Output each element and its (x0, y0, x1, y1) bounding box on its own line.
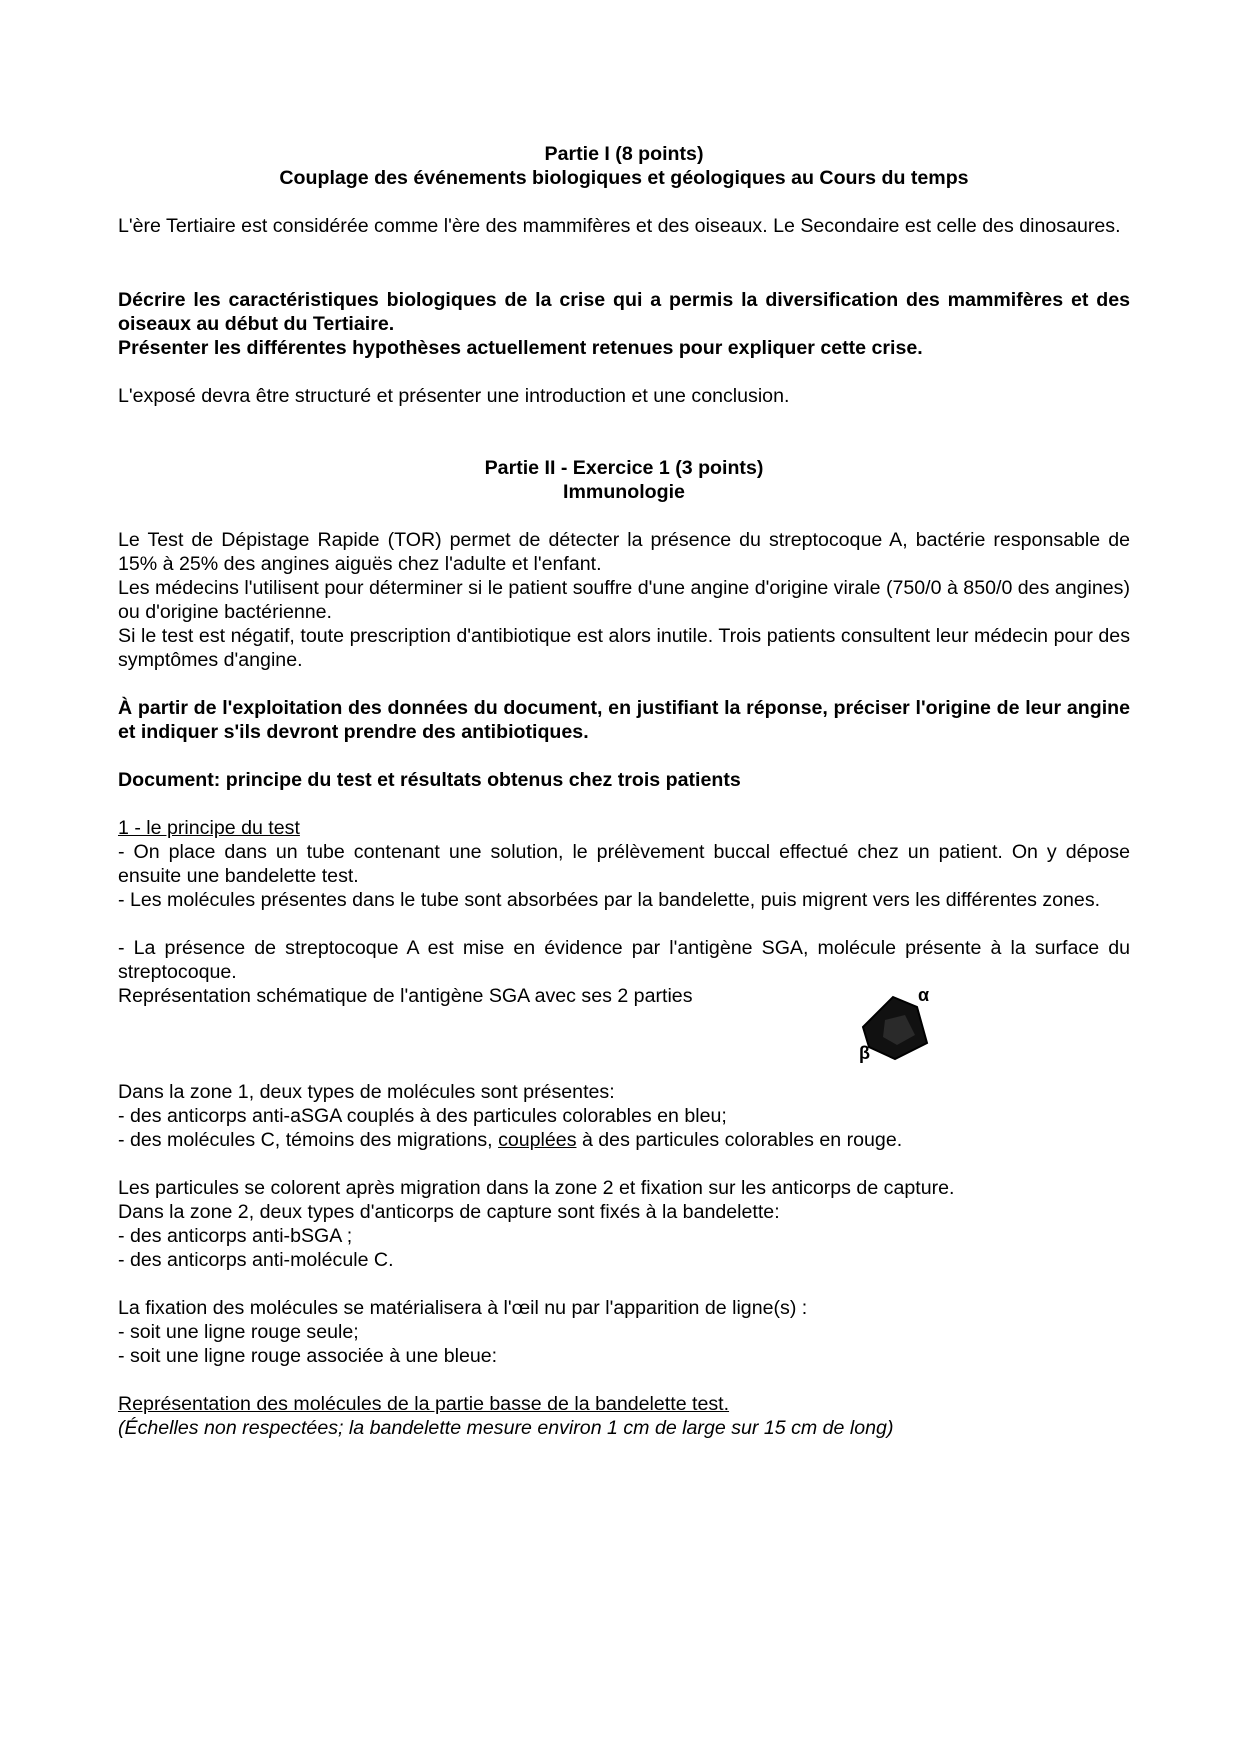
section-1-title-row (118, 816, 1130, 840)
strip-caption-block (118, 1392, 1130, 1440)
part2-para-1: Le Test de Dépistage Rapide (TOR) permet de détecter la présence du streptocoque A, bactérie responsable de 15% à 25% des angines aiguës chez l'adulte et l'enfant. (118, 529, 1130, 575)
zone1-block (118, 1080, 1130, 1152)
strip-caption-row (118, 1392, 1130, 1416)
part1-heading: Partie I (8 points) (544, 143, 704, 165)
part1-intro: L'ère Tertiaire est considérée comme l'ère des mammifères et des oiseaux. Le Secondaire est celle des dinosaures. (118, 215, 1121, 237)
fixation-intro: La fixation des molécules se matérialisera à l'œil nu par l'apparition de ligne(s) : (118, 1297, 808, 1319)
zone2-item-1: - des anticorps anti-bSGA ; (118, 1225, 353, 1247)
zone2-line-2: Dans la zone 2, deux types d'anticorps de capture sont fixés à la bandelette: (118, 1201, 780, 1223)
fixation-block (118, 1296, 1130, 1368)
zone1-intro: Dans la zone 1, deux types de molécules sont présentes: (118, 1081, 615, 1103)
part2-para-2: Les médecins l'utilisent pour déterminer si le patient souffre d'une angine d'origine virale (750/0 à 850/0 des angines) ou d'origine bactérienne. (118, 577, 1130, 623)
part1-task-1: Décrire les caractéristiques biologiques de la crise qui a permis la diversification des mammifères et des oiseaux au début du Tertiaire. (118, 289, 1130, 335)
part2-subheading: Immunologie (563, 481, 685, 503)
part1-instruction: L'exposé devra être structuré et présenter une introduction et une conclusion. (118, 385, 790, 407)
part1-task-2: Présenter les différentes hypothèses actuellement retenues pour expliquer cette crise. (118, 337, 923, 359)
antigen-sga-drawing (855, 985, 945, 1075)
zone2-block (118, 1176, 1130, 1272)
principle-bullet-1: - On place dans un tube contenant une solution, le prélèvement buccal effectué chez un patient. On y dépose ensuite une bandelette test. (118, 841, 1130, 887)
principle-bullet-2: - Les molécules présentes dans le tube sont absorbées par la bandelette, puis migrent vers les différentes zones. (118, 889, 1101, 911)
antigen-sga-figure (855, 985, 945, 1075)
antigen-label-beta: β (859, 1043, 870, 1063)
zone1-item-2-post: à des particules colorables en rouge. (576, 1129, 903, 1151)
fixation-item-1: - soit une ligne rouge seule; (118, 1321, 359, 1343)
principle-bullet-3: - La présence de streptocoque A est mise en évidence par l'antigène SGA, molécule présente à la surface du streptocoque. (118, 937, 1130, 983)
strip-note: (Échelles non respectées; la bandelette mesure environ 1 cm de large sur 15 cm de long) (118, 1417, 894, 1439)
fixation-item-2: - soit une ligne rouge associée à une bleue: (118, 1345, 498, 1367)
part2-heading: Partie II - Exercice 1 (3 points) (484, 457, 764, 479)
zone1-item-2-underlined: couplées (498, 1129, 577, 1151)
zone2-line-1: Les particules se colorent après migration dans la zone 2 et fixation sur les anticorps de capture. (118, 1177, 955, 1199)
part2-para-3: Si le test est négatif, toute prescription d'antibiotique est alors inutile. Trois patients consultent leur médecin pour des symptômes d'angine. (118, 625, 1130, 671)
zone1-item-2-pre: - des molécules C, témoins des migrations, (118, 1129, 499, 1151)
zone1-item-2 (118, 1128, 1130, 1152)
strip-caption: Représentation des molécules de la partie basse de la bandelette test. (118, 1393, 730, 1415)
part1-heading-block (118, 142, 1130, 190)
zone1-item-1: - des anticorps anti-aSGA couplés à des particules colorables en bleu; (118, 1105, 727, 1127)
zone2-item-2: - des anticorps anti-molécule C. (118, 1249, 394, 1271)
part2-heading-block (118, 456, 1130, 504)
part2-task: À partir de l'exploitation des données du document, en justifiant la réponse, préciser l'origine de leur angine et indiquer s'ils devront prendre des antibiotiques. (118, 697, 1130, 743)
document-title: Document: principe du test et résultats obtenus chez trois patients (118, 769, 741, 791)
antigen-label-alpha: α (918, 985, 930, 1005)
section-1-title: 1 - le principe du test (118, 817, 300, 839)
part1-subheading: Couplage des événements biologiques et géologiques au Cours du temps (279, 167, 969, 189)
antigen-caption: Représentation schématique de l'antigène SGA avec ses 2 parties (118, 985, 693, 1007)
